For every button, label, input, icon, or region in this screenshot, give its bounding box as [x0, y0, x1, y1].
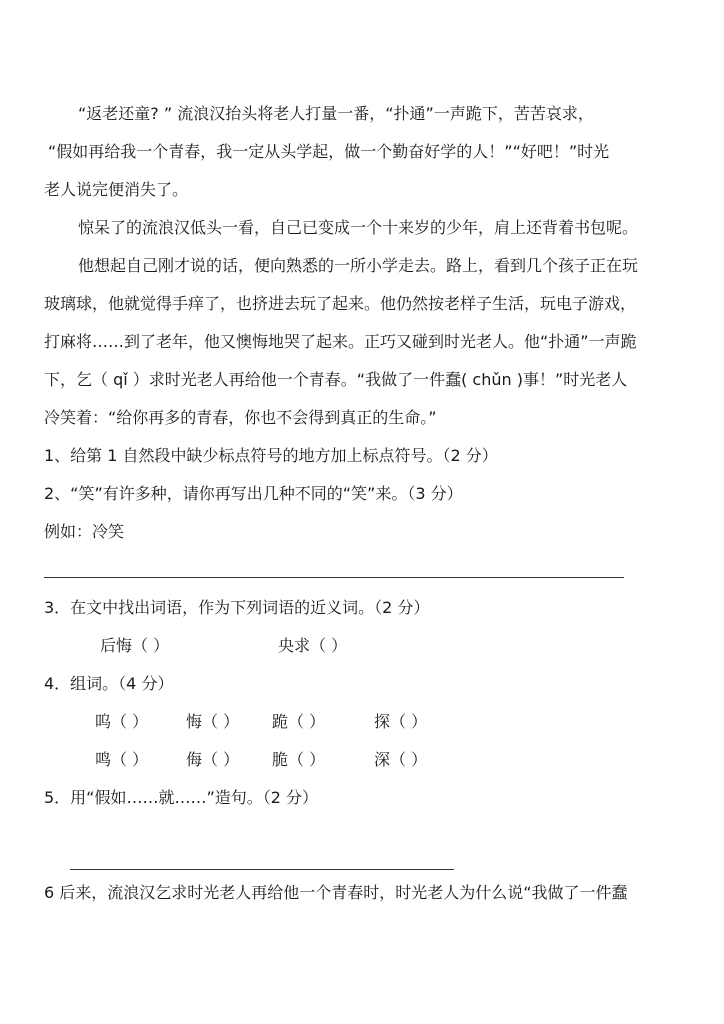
q4-row1-item2: 悔（ ）: [186, 712, 240, 731]
passage-line-4: 惊呆了的流浪汉低头一看，自己已变成一个十来岁的少年，肩上还背着书包呢。: [78, 218, 639, 237]
question-3: 3．在文中找出词语，作为下列词语的近义词。（2 分）: [44, 598, 430, 617]
passage-line-3: 老人说完便消失了。: [44, 180, 189, 199]
passage-line-2: “假如再给我一个青春，我一定从头学起，做一个勤奋好学的人！”“好吧！”时光: [48, 142, 610, 161]
passage-line-5: 他想起自己刚才说的话，便向熟悉的一所小学走去。路上，看到几个孩子正在玩: [78, 256, 639, 275]
q4-row1-item1: 呜（ ）: [95, 712, 149, 731]
q4-row2-item2: 侮（ ）: [186, 750, 240, 769]
question-2: 2、“笑”有许多种，请你再写出几种不同的“笑”来。（3 分）: [44, 484, 463, 503]
q4-row1-item4: 探（ ）: [374, 712, 428, 731]
question-2-example: 例如：冷笑: [44, 522, 125, 541]
q4-row2-item4: 深（ ）: [374, 750, 428, 769]
passage-line-9: 冷笑着：“给你再多的青春，你也不会得到真正的生命。”: [44, 408, 437, 427]
passage-line-6: 玻璃球，他就觉得手痒了，也挤进去玩了起来。他仍然按老样子生活，玩电子游戏，: [44, 294, 637, 313]
q4-row2-item1: 鸣（ ）: [95, 750, 149, 769]
answer-line-q2: [44, 577, 624, 578]
answer-line-q5: [70, 869, 454, 870]
passage-line-7: 打麻将……到了老年，他又懊悔地哭了起来。正巧又碰到时光老人。他“扑通”一声跪: [44, 332, 637, 351]
question-1: 1、给第 1 自然段中缺少标点符号的地方加上标点符号。（2 分）: [44, 446, 498, 465]
q3-item-beg: 央求（ ）: [278, 636, 348, 655]
q4-row2-item3: 脆（ ）: [272, 750, 326, 769]
q4-row1-item3: 跪（ ）: [272, 712, 326, 731]
passage-line-8: 下，乞（ qǐ ）求时光老人再给他一个青春。“我做了一件蠢( chǔn )事！”时光老人: [44, 370, 628, 389]
question-6: 6 后来，流浪汉乞求时光老人再给他一个青春时，时光老人为什么说“我做了一件蠢: [44, 883, 628, 902]
q3-item-regret: 后悔（ ）: [100, 636, 170, 655]
question-5: 5．用“假如……就……”造句。（2 分）: [44, 788, 319, 807]
passage-line-1: “返老还童? ” 流浪汉抬头将老人打量一番，“扑通”一声跪下，苦苦哀求，: [78, 104, 594, 123]
question-4: 4．组词。（4 分）: [44, 674, 174, 693]
